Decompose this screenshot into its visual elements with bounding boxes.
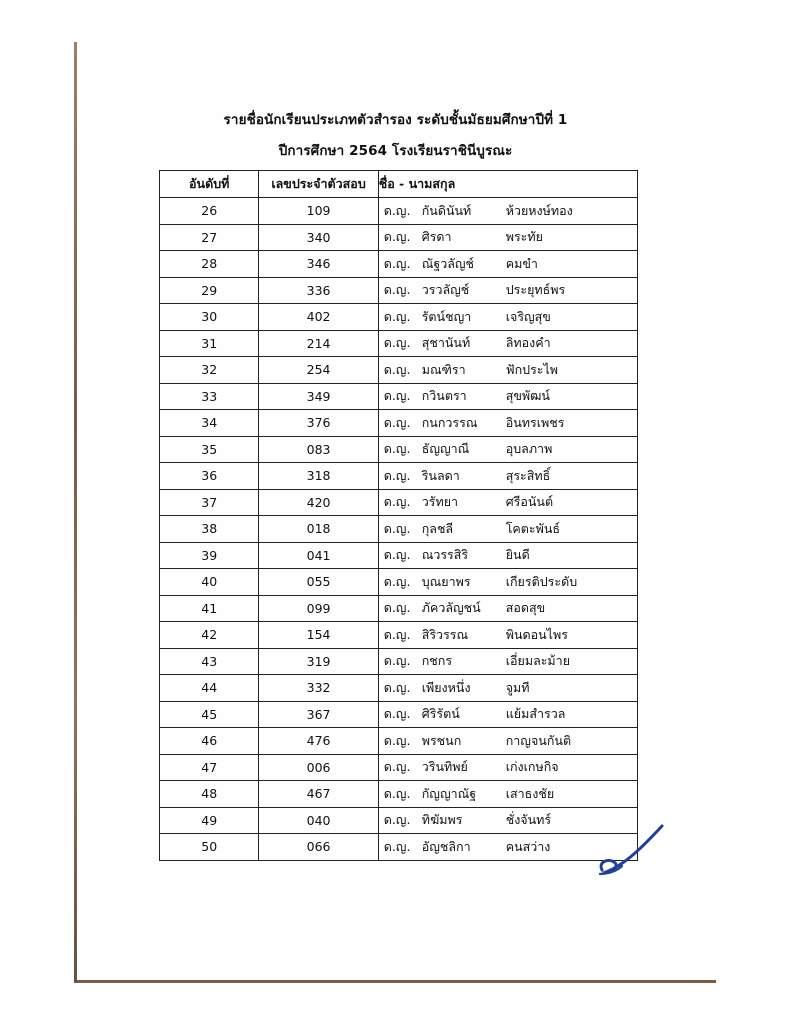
name-prefix: ด.ญ.	[383, 679, 411, 695]
header-rank: อันดับที่	[160, 171, 259, 198]
table-row	[160, 277, 638, 304]
last-name: แย้มสำรวล	[505, 706, 566, 722]
cell-full-name	[378, 277, 637, 304]
cell-rank: 28	[160, 251, 259, 278]
table-row	[160, 224, 638, 251]
last-name: ชั่งจันทร์	[505, 812, 552, 828]
last-name: สุระสิทธิ์	[505, 467, 551, 483]
table-row	[160, 436, 638, 463]
table-row	[160, 489, 638, 516]
cell-rank: 50	[160, 834, 259, 861]
name-prefix: ด.ญ.	[383, 626, 411, 642]
cell-exam-id: 006	[259, 754, 378, 781]
cell-rank: 26	[160, 198, 259, 225]
cell-exam-id: 420	[259, 489, 378, 516]
cell-rank: 32	[160, 357, 259, 384]
reserve-students-table	[159, 170, 638, 861]
name-prefix: ด.ญ.	[383, 706, 411, 722]
cell-full-name	[378, 198, 637, 225]
last-name: สุขพัฒน์	[505, 388, 550, 404]
name-prefix: ด.ญ.	[383, 414, 411, 430]
cell-exam-id: 083	[259, 436, 378, 463]
name-prefix: ด.ญ.	[383, 229, 411, 245]
table-row	[160, 754, 638, 781]
cell-full-name	[378, 436, 637, 463]
last-name: ศรีอนันต์	[505, 494, 554, 510]
cell-rank: 27	[160, 224, 259, 251]
cell-exam-id: 402	[259, 304, 378, 331]
cell-full-name	[378, 251, 637, 278]
cell-full-name	[378, 410, 637, 437]
name-prefix: ด.ญ.	[383, 520, 411, 536]
first-name: สิริวรรณ	[421, 626, 469, 642]
cell-full-name	[378, 516, 637, 543]
document-title: รายชื่อนักเรียนประเภทตัวสำรอง ระดับชั้นมัธยมศึกษาปีที่ 1	[223, 112, 568, 128]
cell-full-name	[378, 622, 637, 649]
cell-rank: 33	[160, 383, 259, 410]
cell-exam-id: 040	[259, 807, 378, 834]
cell-exam-id: 154	[259, 622, 378, 649]
first-name: กัญญาณัฐ	[421, 785, 477, 801]
cell-exam-id: 254	[259, 357, 378, 384]
cell-rank: 41	[160, 595, 259, 622]
cell-full-name	[378, 701, 637, 728]
name-prefix: ด.ญ.	[383, 653, 411, 669]
header-full-name: ชื่อ - นามสกุล	[378, 171, 637, 198]
table-row	[160, 728, 638, 755]
last-name: ห้วยหงษ์ทอง	[505, 202, 573, 218]
cell-exam-id: 319	[259, 648, 378, 675]
last-name: สอดสุข	[505, 600, 546, 616]
table-row	[160, 304, 638, 331]
cell-full-name	[378, 675, 637, 702]
cell-exam-id: 214	[259, 330, 378, 357]
name-prefix: ด.ญ.	[383, 600, 411, 616]
cell-exam-id: 055	[259, 569, 378, 596]
last-name: คมขำ	[505, 255, 538, 271]
name-prefix: ด.ญ.	[383, 202, 411, 218]
cell-rank: 36	[160, 463, 259, 490]
name-prefix: ด.ญ.	[383, 282, 411, 298]
cell-full-name	[378, 781, 637, 808]
last-name: อุบลภาพ	[505, 441, 553, 457]
cell-exam-id: 346	[259, 251, 378, 278]
name-prefix: ด.ญ.	[383, 308, 411, 324]
cell-rank: 37	[160, 489, 259, 516]
first-name: ณัฐวลัญช์	[421, 255, 475, 271]
cell-exam-id: 066	[259, 834, 378, 861]
cell-exam-id: 109	[259, 198, 378, 225]
first-name: ธัญญาณี	[421, 441, 470, 457]
table-row	[160, 383, 638, 410]
first-name: เพียงหนึ่ง	[421, 679, 471, 695]
table-row	[160, 198, 638, 225]
cell-full-name	[378, 224, 637, 251]
cell-rank: 45	[160, 701, 259, 728]
table-row	[160, 463, 638, 490]
cell-full-name	[378, 304, 637, 331]
cell-exam-id: 336	[259, 277, 378, 304]
signature-mark	[592, 822, 668, 882]
last-name: จูมที	[505, 679, 530, 695]
first-name: ทิฆัมพร	[421, 812, 463, 828]
cell-rank: 49	[160, 807, 259, 834]
table-row	[160, 330, 638, 357]
name-prefix: ด.ญ.	[383, 573, 411, 589]
cell-rank: 43	[160, 648, 259, 675]
cell-full-name	[378, 648, 637, 675]
table-header-row	[160, 171, 638, 198]
name-prefix: ด.ญ.	[383, 255, 411, 271]
last-name: เจริญสุข	[505, 308, 551, 324]
cell-rank: 30	[160, 304, 259, 331]
last-name: ยินดี	[505, 547, 530, 563]
name-prefix: ด.ญ.	[383, 732, 411, 748]
table-row	[160, 781, 638, 808]
first-name: กชกร	[421, 653, 453, 669]
first-name: กวินตรา	[421, 388, 467, 404]
table-row	[160, 542, 638, 569]
cell-full-name	[378, 383, 637, 410]
cell-full-name	[378, 728, 637, 755]
cell-rank: 31	[160, 330, 259, 357]
cell-rank: 47	[160, 754, 259, 781]
cell-full-name	[378, 754, 637, 781]
cell-full-name	[378, 489, 637, 516]
cell-rank: 35	[160, 436, 259, 463]
name-prefix: ด.ญ.	[383, 759, 411, 775]
first-name: รัตน์ชญา	[421, 308, 472, 324]
first-name: ภัควลัญชน์	[421, 600, 481, 616]
first-name: วรินทิพย์	[421, 759, 468, 775]
first-name: พรชนก	[421, 732, 462, 748]
name-prefix: ด.ญ.	[383, 441, 411, 457]
cell-exam-id: 340	[259, 224, 378, 251]
name-prefix: ด.ญ.	[383, 494, 411, 510]
table-row	[160, 834, 638, 861]
cell-rank: 39	[160, 542, 259, 569]
first-name: วรวลัญช์	[421, 282, 470, 298]
last-name: เกียรติประดับ	[505, 573, 578, 589]
table-row	[160, 569, 638, 596]
first-name: ณวรรสิริ	[421, 547, 469, 563]
cell-rank: 34	[160, 410, 259, 437]
cell-exam-id: 476	[259, 728, 378, 755]
cell-rank: 42	[160, 622, 259, 649]
table-row	[160, 595, 638, 622]
first-name: กันดินันท์	[421, 202, 472, 218]
cell-full-name	[378, 357, 637, 384]
last-name: ประยุทธ์พร	[505, 282, 566, 298]
first-name: บุณยาพร	[421, 573, 471, 589]
cell-rank: 44	[160, 675, 259, 702]
first-name: สุชานันท์	[421, 335, 471, 351]
cell-exam-id: 467	[259, 781, 378, 808]
cell-full-name	[378, 569, 637, 596]
last-name: เสาธงชัย	[505, 785, 555, 801]
name-prefix: ด.ญ.	[383, 547, 411, 563]
table-row	[160, 675, 638, 702]
cell-rank: 40	[160, 569, 259, 596]
cell-exam-id: 041	[259, 542, 378, 569]
first-name: ศิริรัตน์	[421, 706, 460, 722]
cell-full-name	[378, 463, 637, 490]
table-row	[160, 516, 638, 543]
cell-full-name	[378, 542, 637, 569]
table-row	[160, 807, 638, 834]
name-prefix: ด.ญ.	[383, 838, 411, 854]
first-name: กนกวรรณ	[421, 414, 478, 430]
last-name: เอี่ยมละม้าย	[505, 653, 571, 669]
cell-rank: 38	[160, 516, 259, 543]
name-prefix: ด.ญ.	[383, 812, 411, 828]
last-name: อินทรเพชร	[505, 414, 565, 430]
last-name: พินดอนไพร	[505, 626, 568, 642]
cell-exam-id: 018	[259, 516, 378, 543]
last-name: ฟักประไพ	[505, 361, 559, 377]
table-row	[160, 701, 638, 728]
first-name: วรัทยา	[421, 494, 459, 510]
last-name: พระทัย	[505, 229, 543, 245]
table-row	[160, 622, 638, 649]
name-prefix: ด.ญ.	[383, 361, 411, 377]
cell-exam-id: 349	[259, 383, 378, 410]
paper-edge-left	[74, 42, 77, 982]
last-name: เก่งเกษกิจ	[505, 759, 559, 775]
cell-exam-id: 099	[259, 595, 378, 622]
first-name: รินลดา	[421, 467, 460, 483]
cell-full-name	[378, 595, 637, 622]
table-row	[160, 251, 638, 278]
document-subtitle: ปีการศึกษา 2564 โรงเรียนราชินีบูรณะ	[278, 143, 513, 159]
first-name: ศิรดา	[421, 229, 452, 245]
cell-full-name	[378, 330, 637, 357]
cell-exam-id: 332	[259, 675, 378, 702]
cell-exam-id: 318	[259, 463, 378, 490]
cell-exam-id: 367	[259, 701, 378, 728]
name-prefix: ด.ญ.	[383, 388, 411, 404]
table-row	[160, 410, 638, 437]
name-prefix: ด.ญ.	[383, 335, 411, 351]
paper-edge-bottom	[74, 980, 716, 983]
header-exam-id: เลขประจำตัวสอบ	[259, 171, 378, 198]
cell-exam-id: 376	[259, 410, 378, 437]
last-name: คนสว่าง	[505, 838, 551, 854]
table-row	[160, 648, 638, 675]
name-prefix: ด.ญ.	[383, 785, 411, 801]
first-name: กุลชลี	[421, 520, 454, 536]
last-name: โคตะพันธ์	[505, 520, 561, 536]
cell-rank: 46	[160, 728, 259, 755]
cell-rank: 29	[160, 277, 259, 304]
name-prefix: ด.ญ.	[383, 467, 411, 483]
last-name: กาญจนกันติ	[505, 732, 572, 748]
first-name: มณฑิรา	[421, 361, 466, 377]
last-name: ลิทองคำ	[505, 335, 551, 351]
table-row	[160, 357, 638, 384]
cell-rank: 48	[160, 781, 259, 808]
first-name: อัญชลิกา	[421, 838, 471, 854]
